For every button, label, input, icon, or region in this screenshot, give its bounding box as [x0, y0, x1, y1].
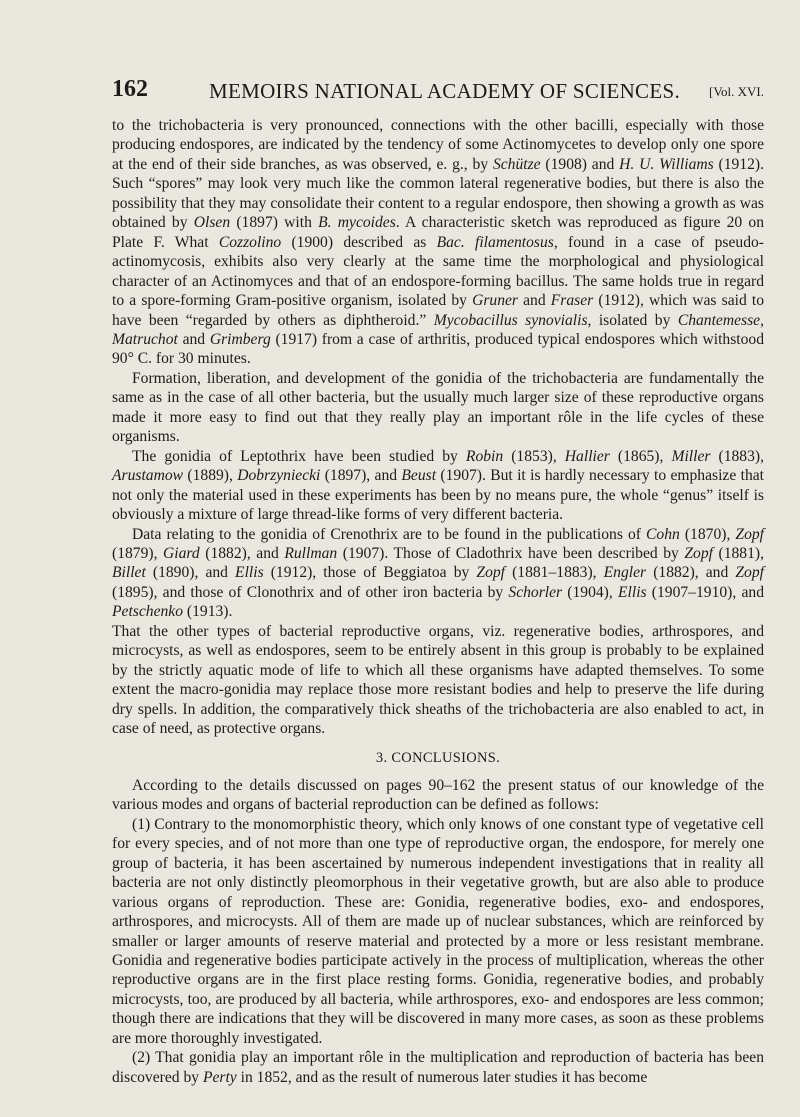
paragraph-1: to the trichobacteria is very pronounced, connections with the other bacilli, especially with those producing endospores, are indicated by the tendency of some Actinomycetes to develop only one spore at the end of their side branches, as was observed, e. g., by Schütze (1908) and H. U. Williams (1912). Such “spores” may look very much like the common lateral regenerative bodies, but there is also the possibility that they may consolidate their content to a regular endospore, then showing a growth as was obtained by Olsen (1897) with B. mycoides. A characteristic sketch was reproduced as figure 20 on Plate F. What Cozzolino (1900) described as Bac. filamentosus, found in a case of pseudo-actinomycosis, exhibits also very clearly at the same time the morphological and physiological character of an Actinomyces and that of an endospore-forming bacillus. The same holds true in regard to a spore-forming Gram-positive organism, isolated by Gruner and Fraser (1912), which was said to have been “regarded by others as diphtheroid.” Mycobacillus synovialis, isolated by Chantemesse, Matruchot and Grimberg (1917) from a case of arthritis, produced typical endospores which withstood 90° C. for 30 minutes.: [112, 117, 765, 368]
paragraph-3: The gonidia of Leptothrix have been studied by Robin (1853), Hallier (1865), Miller (1883), Arustamow (1889), Dobrzyniecki (1897), and Beust (1907). But it is hardly necessary to emphasize that not only the material used in these experiments has been by no means pure, the whole “genus” itself is obviously a mixture of large thread-like forms of very different bacteria.: [112, 447, 765, 524]
paragraph-5: That the other types of bacterial reproductive organs, viz. regenerative bodies, arthrospores, and microcysts, as well as endospores, seem to be entirely absent in this group is probably to be explained by the strictly aquatic mode of life to which all these organisms have adapted themselves. To some extent the macro-gonidia may replace those more resistant bodies and help to preserve the life during dry spells. In addition, the comparatively thick sheaths of the trichobacteria are also enabled to act, in case of need, as protective organs.: [112, 622, 764, 738]
paragraph-6: According to the details discussed on pages 90–162 the present status of our knowledge of the various modes and organs of bacterial reproduction can be defined as follows:: [112, 776, 764, 814]
running-title: MEMOIRS NATIONAL ACADEMY OF SCIENCES.: [209, 79, 680, 103]
page-number: 162: [112, 76, 148, 102]
body-text: [112, 116, 764, 1087]
paragraph-4: Data relating to the gonidia of Crenothrix are to be found in the publications of Cohn (1870), Zopf (1879), Giard (1882), and Rullman (1907). Those of Cladothrix have been described by Zopf (1881), Billet (1890), and Ellis (1912), those of Beggiatoa by Zopf (1881–1883), Engler (1882), and Zopf (1895), and those of Clonothrix and of other iron bacteria by Schorler (1904), Ellis (1907–1910), and Petschenko (1913).: [112, 525, 764, 621]
paragraph-2: Formation, liberation, and development of the gonidia of the trichobacteria are fundamentally the same as in the case of all other bacteria, but the usually much larger size of these reproductive organs made it more easy to find out that they really play an important rôle in the life cycles of these organisms.: [112, 369, 764, 446]
page-header: [112, 76, 764, 106]
volume-label: [Vol. XVI.: [708, 84, 764, 99]
paragraph-8: (2) That gonidia play an important rôle in the multiplication and reproduction of bacteria has been discovered by Perty in 1852, and as the result of numerous later studies it has become: [112, 1049, 764, 1086]
paragraph-7: (1) Contrary to the monomorphistic theory, which only knows of one constant type of vegetative cell for every species, and of not more than one type of reproductive organ, the endospore, for merely one group of bacteria, it has been ascertained by numerous independent investigations that in reality all bacteria are not only distinctly pleomorphous in their vegetative growth, but are also able to produce various organs of reproduction. These are: Gonidia, regenerative bodies, exo- and endospores, arthrospores, and microcysts. All of them are made up of nuclear substances, which are reinforced by smaller or larger amounts of reserve material and protected by a more or less resistant membrane. Gonidia and regenerative bodies participate actively in the process of multiplication, whereas the other reproductive organs are in the first place resting forms. Gonidia, regenerative bodies, and probably microcysts, too, are produced by all bacteria, while arthrospores, exo- and endospores are less common; though there are indications that they will be discovered in many more cases, as soon as these problems are more thoroughly investigated.: [112, 815, 764, 1047]
section-heading: 3. CONCLUSIONS.: [375, 749, 501, 766]
